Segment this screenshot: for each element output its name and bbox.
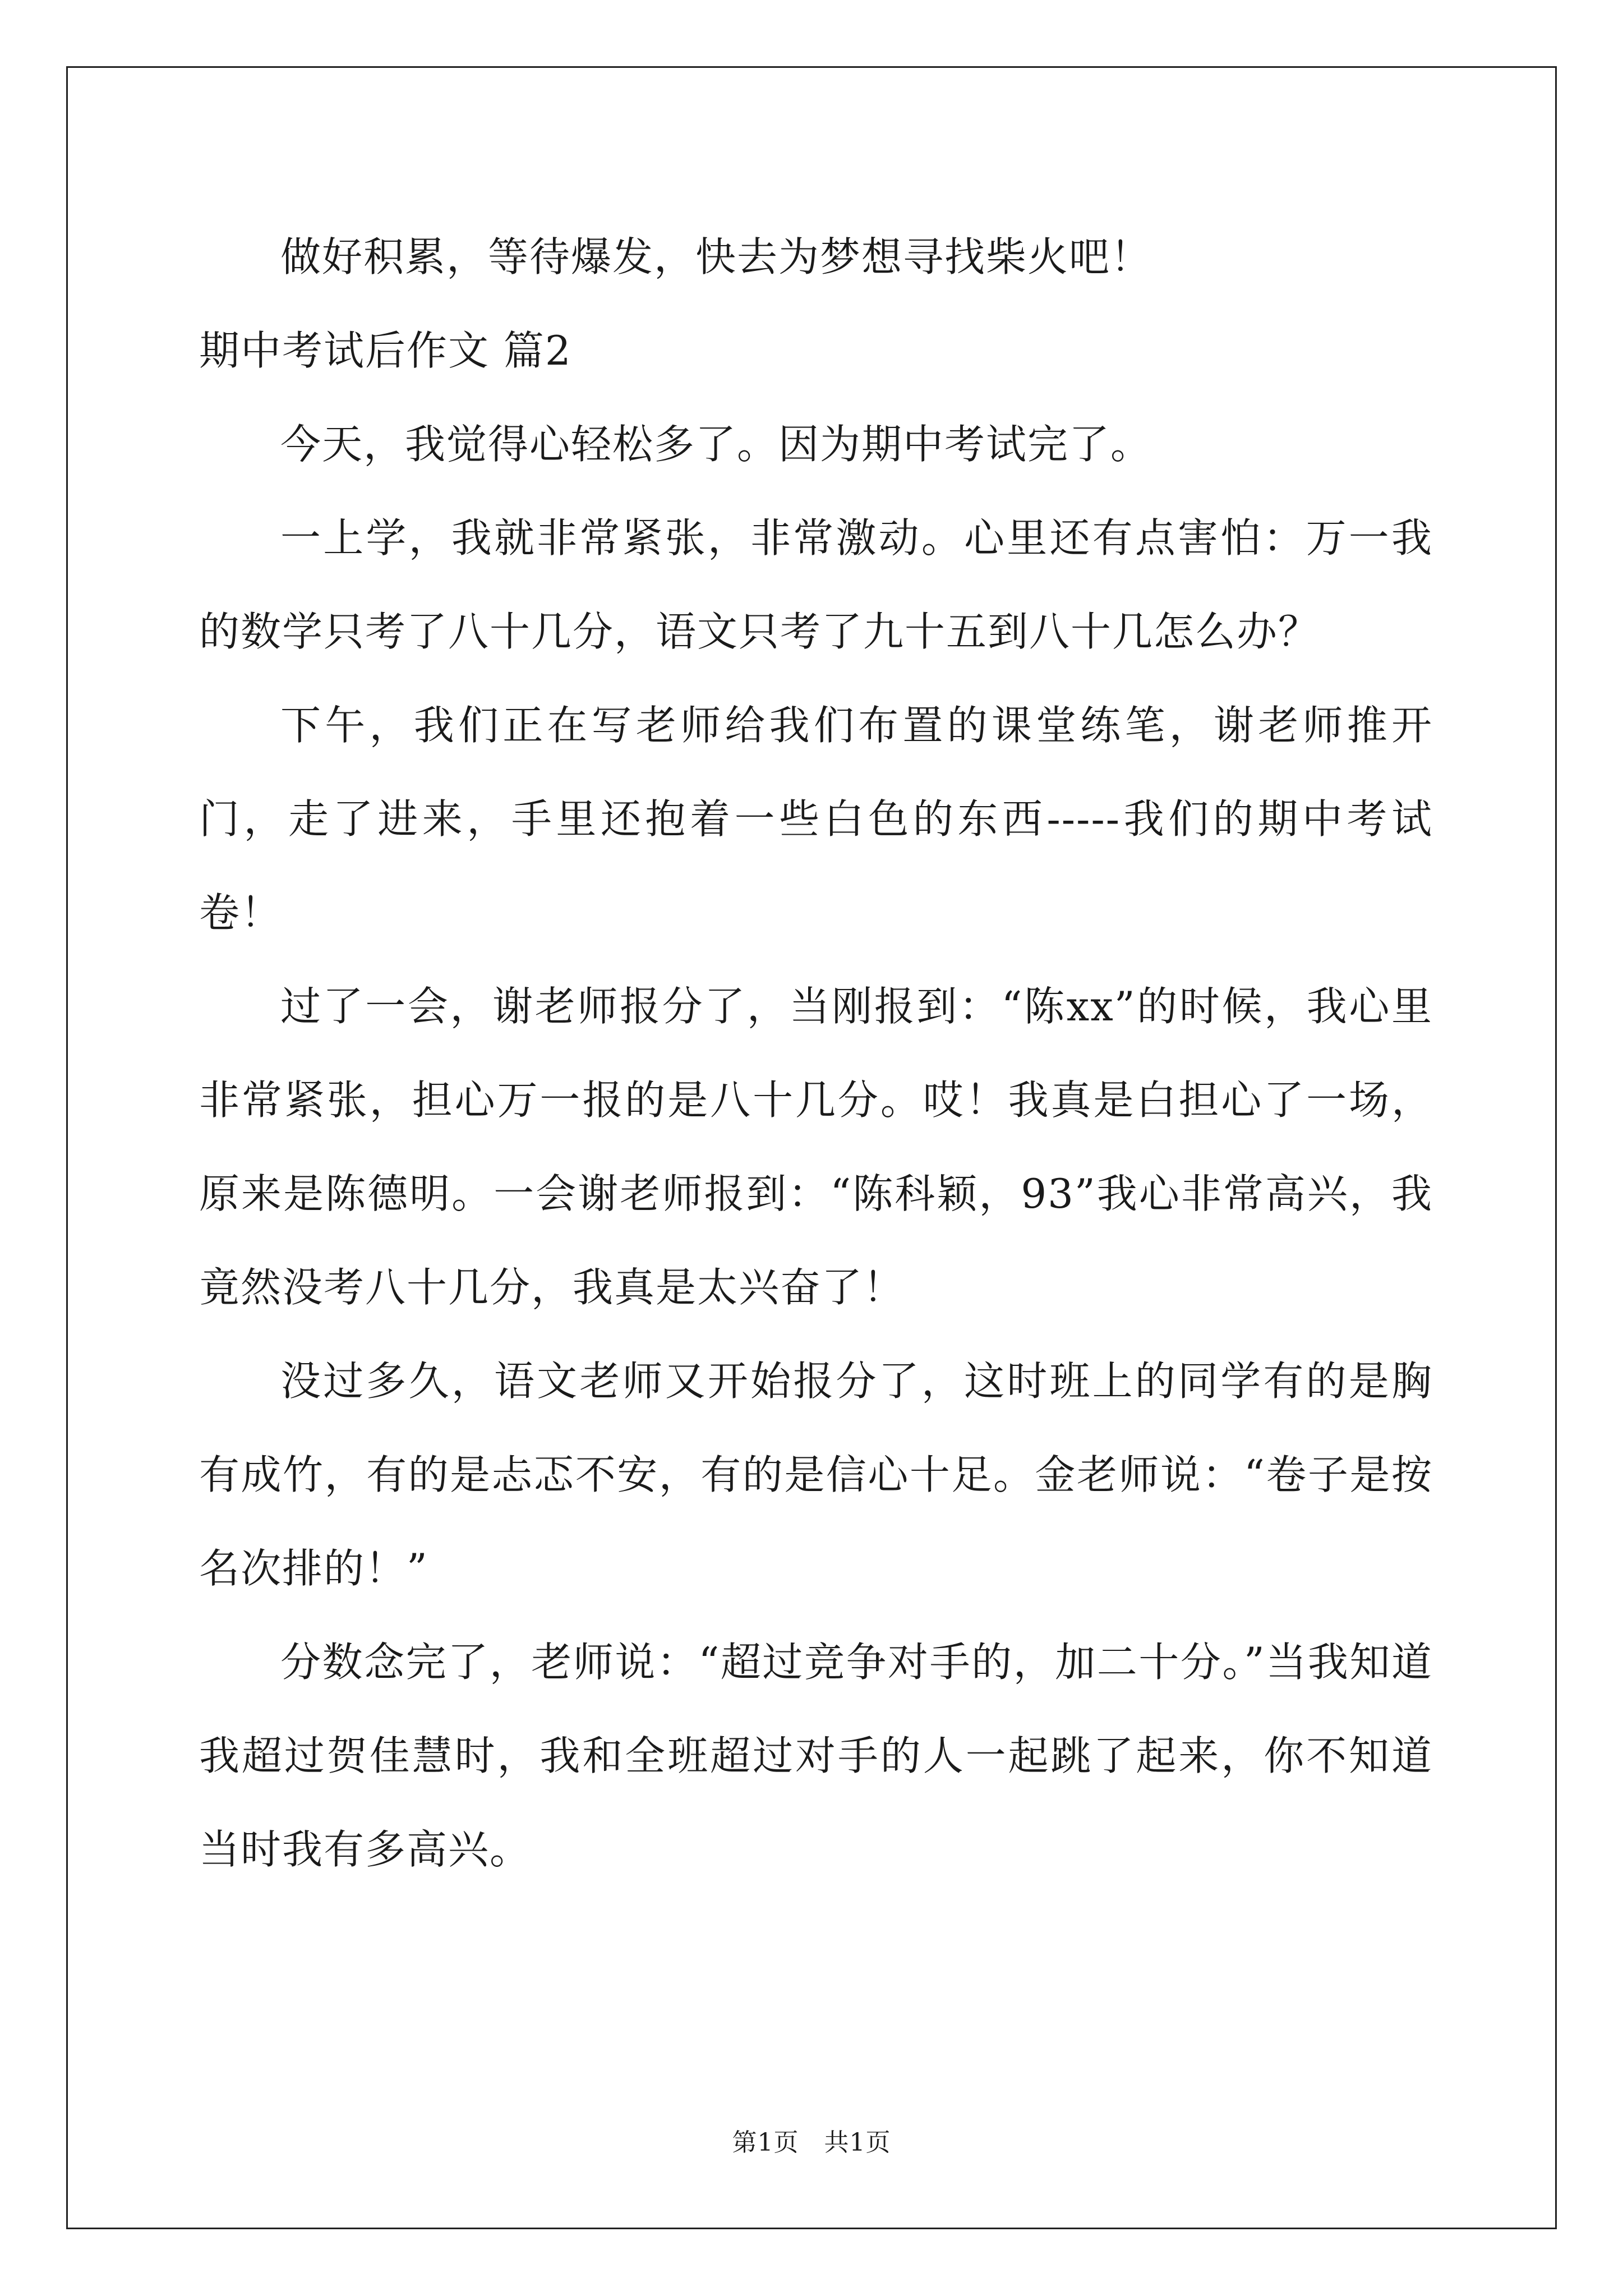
paragraph-5: 过了一会，谢老师报分了，当刚报到：“陈xx”的时候，我心里非常紧张，担心万一报的是八十几分。哎！我真是白担心了一场，原来是陈德明。一会谢老师报到：“陈科颖，93”我心非常高兴，我竟然没考八十几分，我真是太兴奋了！ [199, 983, 1433, 1311]
document-body [199, 210, 1433, 1897]
paragraph-2: 今天，我觉得心轻松多了。因为期中考试完了。 [280, 421, 1152, 468]
paragraph-4: 下午，我们正在写老师给我们布置的课堂练笔，谢老师推开门，走了进来，手里还抱着一些白色的东西-----我们的期中考试卷！ [199, 702, 1433, 936]
page-footer: 第1页 共1页 [732, 2128, 891, 2157]
paragraph-1: 做好积累，等待爆发，快去为梦想寻找柴火吧！ [280, 233, 1152, 280]
paragraph-6: 没过多久，语文老师又开始报分了，这时班上的同学有的是胸有成竹，有的是忐忑不安，有的是信心十足。金老师说：“卷子是按名次排的！” [199, 1358, 1433, 1592]
paragraph-7: 分数念完了，老师说：“超过竞争对手的，加二十分。”当我知道我超过贺佳慧时，我和全班超过对手的人一起跳了起来，你不知道当时我有多高兴。 [199, 1639, 1433, 1873]
paragraph-3: 一上学，我就非常紧张，非常激动。心里还有点害怕：万一我的数学只考了八十几分，语文只考了九十五到八十几怎么办？ [199, 514, 1433, 655]
section-heading: 期中考试后作文 篇2 [199, 327, 572, 374]
